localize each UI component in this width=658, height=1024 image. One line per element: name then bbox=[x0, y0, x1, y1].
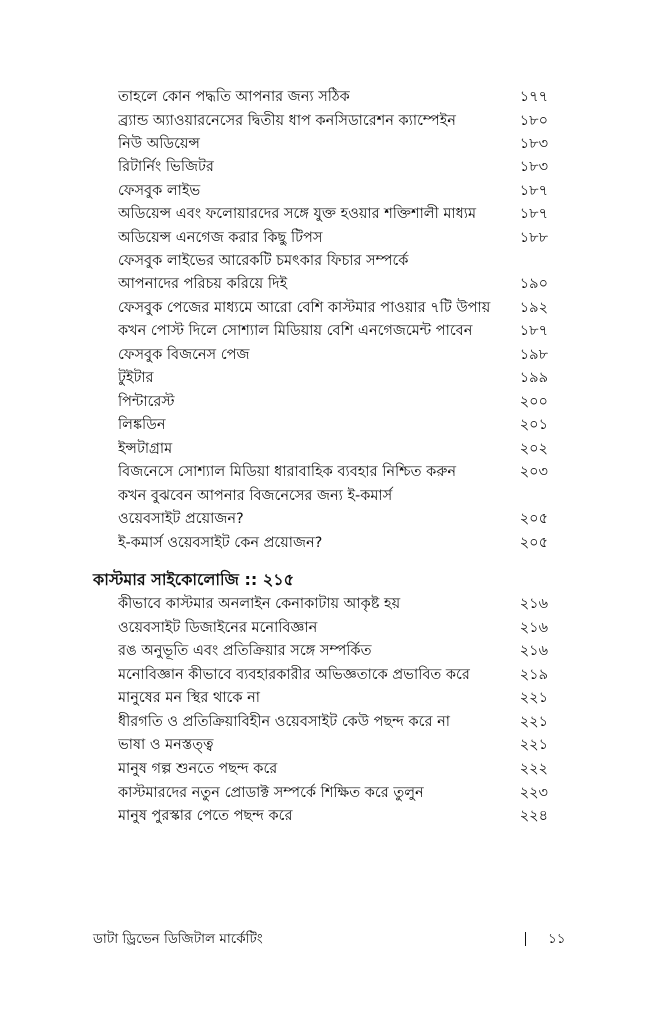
toc-entry-title-line2: আপনাদের পরিচয় করিয়ে দিই bbox=[118, 276, 288, 292]
toc-entry-page: ১৮৭ bbox=[519, 323, 548, 339]
toc-entry-multiline-cont bbox=[118, 508, 548, 531]
toc-entry bbox=[118, 438, 548, 461]
toc-entry-title: ই-কমার্স ওয়েবসাইট কেন প্রয়োজন? bbox=[118, 535, 323, 551]
toc-entry bbox=[118, 156, 548, 179]
toc-entry-multiline bbox=[118, 250, 548, 273]
toc-entry-page: ১৮৮ bbox=[519, 230, 548, 246]
toc-entry-title: তাহলে কোন পদ্ধতি আপনার জন্য সঠিক bbox=[118, 89, 350, 105]
toc-entry-title: ফেসবুক বিজনেস পেজ bbox=[118, 347, 250, 363]
footer-book-title: ডাটা ড্রিভেন ডিজিটাল মার্কেটিং bbox=[93, 931, 263, 947]
toc-entry bbox=[118, 758, 548, 781]
toc-entry bbox=[118, 532, 548, 555]
toc-entry-title: অডিয়েন্স এনগেজ করার কিছু টিপস bbox=[118, 230, 323, 246]
toc-entry-page: ২০৩ bbox=[519, 464, 548, 480]
toc-entry-title: কাস্টমারদের নতুন প্রোডাক্ট সম্পর্কে শিক্ষিত করে তুলুন bbox=[118, 785, 424, 801]
toc-entry bbox=[118, 320, 548, 343]
section-heading: কাস্টমার সাইকোলোজি :: ২১৫ bbox=[93, 570, 295, 589]
toc-entry-page: ২০০ bbox=[519, 394, 548, 410]
toc-entry-title: মানুষের মন স্থির থাকে না bbox=[118, 690, 260, 706]
toc-entry-title: লিঙ্কডিন bbox=[118, 417, 166, 433]
toc-entry-title: ইন্সটাগ্রাম bbox=[118, 441, 173, 457]
toc-entry-page: ১৯৯ bbox=[519, 370, 548, 386]
toc-entry-title-line1: কখন বুঝবেন আপনার বিজনেসের জন্য ই-কমার্স bbox=[118, 488, 393, 504]
toc-entry-title: বিজনেসে সোশ্যাল মিডিয়া ধারাবাহিক ব্যবহার নিশ্চিত করুন bbox=[118, 464, 457, 480]
toc-entry-page: ২২২ bbox=[519, 761, 548, 777]
toc-entry bbox=[118, 133, 548, 156]
toc-entry bbox=[118, 711, 548, 734]
toc-entry-page: ১৮৩ bbox=[519, 136, 548, 152]
toc-entry bbox=[118, 461, 548, 484]
toc-entry bbox=[118, 687, 548, 710]
toc-entry-title: অডিয়েন্স এবং ফলোয়ারদের সঙ্গে যুক্ত হওয়ার শক্তিশালী মাধ্যম bbox=[118, 206, 476, 222]
toc-entry bbox=[118, 593, 548, 616]
toc-entry-title: টুইটার bbox=[118, 370, 154, 386]
toc-entry-page: ২১৬ bbox=[519, 643, 548, 659]
toc-entry-title: নিউ অডিয়েন্স bbox=[118, 136, 200, 152]
toc-entry-page: ২০৫ bbox=[519, 535, 548, 551]
footer-separator bbox=[525, 932, 526, 946]
toc-entry-page: ১৭৭ bbox=[519, 89, 548, 105]
toc-entry bbox=[118, 86, 548, 109]
toc-entry-title: ব্র্যান্ড অ্যাওয়ারনেসের দ্বিতীয় ধাপ কনসিডারেশন ক্যাম্পেইন bbox=[118, 113, 456, 129]
toc-entry-title-line2: ওয়েবসাইট প্রয়োজন? bbox=[118, 511, 244, 527]
toc-entry bbox=[118, 367, 548, 390]
toc-entry-title-line1: ফেসবুক লাইভের আরেকটি চমৎকার ফিচার সম্পর্কে bbox=[118, 253, 409, 269]
toc-entry-title: রঙ অনুভূতি এবং প্রতিক্রিয়ার সঙ্গে সম্পর্কিত bbox=[118, 643, 372, 659]
toc-entry bbox=[118, 414, 548, 437]
toc-entry bbox=[118, 180, 548, 203]
toc-entry-page: ১৯৮ bbox=[519, 347, 548, 363]
toc-entry-title: ধীরগতি ও প্রতিক্রিয়াবিহীন ওয়েবসাইট কেউ পছন্দ করে না bbox=[118, 714, 450, 730]
toc-entry bbox=[118, 227, 548, 250]
toc-entry bbox=[118, 297, 548, 320]
toc-entry-title: ওয়েবসাইট ডিজাইনের মনোবিজ্ঞান bbox=[118, 620, 318, 636]
toc-entry-multiline-cont bbox=[118, 273, 548, 296]
toc-entry-title: মানুষ পুরস্কার পেতে পছন্দ করে bbox=[118, 808, 293, 824]
toc-entry-title: মনোবিজ্ঞান কীভাবে ব্যবহারকারীর অভিজ্ঞতাকে প্রভাবিত করে bbox=[118, 667, 470, 683]
toc-entry bbox=[118, 805, 548, 828]
toc-entry-page: ২২১ bbox=[519, 714, 548, 730]
toc-entry bbox=[118, 203, 548, 226]
toc-entry-title: পিন্টারেস্ট bbox=[118, 394, 175, 410]
toc-entry-title: ভাষা ও মনস্তত্ত্ব bbox=[118, 737, 214, 753]
toc-entry bbox=[118, 617, 548, 640]
toc-entry-page: ১৯২ bbox=[519, 300, 548, 316]
toc-entry-page: ১৮৩ bbox=[519, 159, 548, 175]
toc-entry-multiline bbox=[118, 485, 548, 508]
toc-entry bbox=[118, 344, 548, 367]
toc-entry-page: ১৮৭ bbox=[519, 183, 548, 199]
toc-entry bbox=[118, 110, 548, 133]
toc-entry-page: ২২১ bbox=[519, 690, 548, 706]
toc-entry bbox=[118, 734, 548, 757]
toc-entry-page: ২১৯ bbox=[519, 667, 548, 683]
toc-entry bbox=[118, 640, 548, 663]
footer-page-number: ১১ bbox=[548, 931, 566, 947]
toc-entry-title: ফেসবুক লাইভ bbox=[118, 183, 201, 199]
toc-entry bbox=[118, 664, 548, 687]
toc-entry bbox=[118, 782, 548, 805]
toc-entry-title: কখন পোস্ট দিলে সোশ্যাল মিডিয়ায় বেশি এনগেজমেন্ট পাবেন bbox=[118, 323, 473, 339]
toc-entry-page: ২১৬ bbox=[519, 620, 548, 636]
toc-entry-title: রিটার্নিং ভিজিটর bbox=[118, 159, 214, 175]
toc-entry-page: ২০১ bbox=[519, 417, 548, 433]
toc-entry-page: ২২৪ bbox=[519, 808, 548, 824]
toc-entry-page: ১৮৭ bbox=[519, 206, 548, 222]
toc-entry-page: ২০২ bbox=[519, 441, 548, 457]
toc-entry bbox=[118, 391, 548, 414]
toc-entry-title: ফেসবুক পেজের মাধ্যমে আরো বেশি কাস্টমার পাওয়ার ৭টি উপায় bbox=[118, 300, 491, 316]
toc-entry-page: ১৮০ bbox=[519, 113, 548, 129]
toc-entry-page: ১৯০ bbox=[519, 276, 548, 292]
toc-entry-page: ২১৬ bbox=[519, 596, 548, 612]
toc-entry-page: ২২৩ bbox=[519, 785, 548, 801]
toc-entry-title: মানুষ গল্প শুনতে পছন্দ করে bbox=[118, 761, 278, 777]
toc-entry-page: ২০৫ bbox=[519, 511, 548, 527]
toc-entry-page: ২২১ bbox=[519, 737, 548, 753]
toc-entry-title: কীভাবে কাস্টমার অনলাইন কেনাকাটায় আকৃষ্ট হয় bbox=[118, 596, 401, 612]
